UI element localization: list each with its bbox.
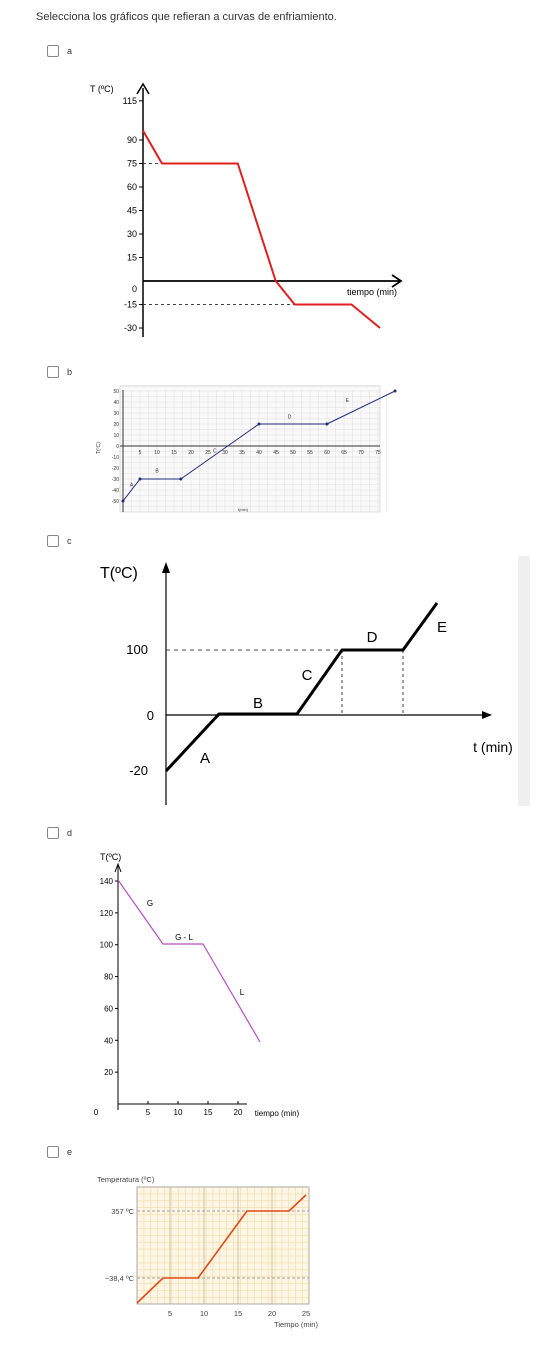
d-ytick-label: 60 [104,1004,113,1014]
b-point [122,500,125,503]
option-a-label: a [67,46,73,56]
a-ytick-label: 90 [126,135,137,145]
a-ytick-label: 45 [126,205,137,216]
e-ylabel: Temperatura (ºC) [97,1175,155,1184]
e-plot-bg [137,1187,309,1304]
b-ylabel: T(ºC) [96,442,102,454]
d-xtick-label: 15 [203,1108,213,1117]
d-ytick-label: 80 [104,972,113,982]
b-segment-label: B [155,468,159,475]
a-xlabel: tiempo (min) [346,287,398,297]
d-ylabel: T(ºC) [100,852,122,862]
b-xtick-label: 55 [307,450,313,456]
e-ytick-label: −38,4 ºC [104,1274,134,1283]
option-b[interactable] [47,366,72,378]
d-ytick-label: 100 [99,940,113,950]
b-ytick-label: 20 [113,422,119,428]
b-ytick-label: 30 [113,411,119,417]
option-c-label: c [67,536,72,546]
e-ytick-label: 357 ºC [111,1207,134,1216]
option-c-checkbox[interactable] [47,535,59,547]
a-ytick-label: 75 [126,158,137,169]
a-ytick-label: 115 [122,95,137,106]
c-segment-label: B [252,695,264,712]
c-segment-label: A [199,750,211,767]
d-segment-label: G [146,899,154,908]
b-segment-label: E [345,398,350,404]
b-ytick-label: -50 [111,499,119,505]
b-ytick-label: -20 [111,466,119,472]
c-segment-label: D [366,629,378,646]
b-segment-label: A [129,482,134,489]
c-y-arrow [162,562,170,573]
b-xtick-label: 30 [222,450,228,456]
c-segment-label: C [301,667,313,684]
option-b-checkbox[interactable] [47,366,59,378]
b-xtick-label: 65 [341,450,347,456]
d-segment-label: L [239,988,245,997]
c-side-strip [518,556,530,806]
a-ytick-label: -15 [123,299,137,310]
question-text: Selecciona los gráficos que refieran a curvas de enfriamiento. [36,11,337,23]
b-point [139,478,142,481]
b-xlabel: t(min) [237,507,249,512]
d-xtick-label: 0 [93,1108,99,1117]
b-ytick-label: 10 [113,433,119,439]
option-e-label: e [67,1147,73,1157]
c-x-arrow [482,711,492,719]
d-series-line [118,880,260,1042]
b-ytick-label: 0 [116,444,119,450]
d-ytick-label: 40 [104,1036,113,1046]
a-ytick-label: 15 [126,252,137,263]
a-ytick-label: 30 [126,229,137,239]
b-xtick-label: 40 [256,450,262,456]
option-d-label: d [67,828,73,838]
option-e[interactable] [47,1146,72,1158]
b-segment-label: C [212,448,217,455]
b-xtick-label: 60 [324,450,330,456]
c-series-line [166,603,437,771]
b-ytick-label: -40 [111,488,119,494]
e-xtick-label: 20 [267,1309,277,1318]
a-series-line [143,131,380,328]
d-xtick-label: 10 [173,1108,183,1117]
b-segment-label: D [287,414,292,421]
e-xlabel: Tiempo (min) [274,1320,318,1329]
c-ylabel: T(ºC) [100,565,138,582]
b-xtick-label: 10 [154,450,160,456]
e-xtick-label: 5 [167,1309,173,1318]
b-xtick-label: 35 [239,450,245,456]
option-d-checkbox[interactable] [47,827,59,839]
b-xtick-label: 75 [375,450,381,456]
b-plot-bg [120,386,380,512]
e-xtick-label: 10 [199,1309,209,1318]
b-point [394,390,397,393]
option-d[interactable] [47,827,72,839]
a-ylabel: T (ºC) [90,84,114,94]
b-ytick-label: 40 [113,400,119,406]
b-ytick-label: -10 [111,455,119,461]
b-ytick-label: -30 [111,477,119,483]
b-point [179,478,182,481]
b-xtick-label: 70 [358,450,364,456]
d-xtick-label: 5 [145,1108,151,1117]
e-xtick-label: 25 [301,1309,311,1318]
b-xtick-label: 20 [188,450,194,456]
b-xtick-label: 25 [205,450,211,456]
c-ytick-label: 0 [146,708,154,723]
d-ytick-label: 120 [99,908,113,918]
d-ytick-label: 20 [104,1068,113,1078]
option-b-label: b [67,367,73,377]
c-ytick-label: -20 [129,763,148,778]
d-xtick-label: 20 [233,1108,243,1117]
b-xtick-label: 50 [290,450,296,456]
b-xtick-label: 15 [171,450,177,456]
c-segment-label: E [436,619,448,636]
b-point [326,423,329,426]
d-xlabel: tiempo (min) [254,1109,300,1118]
d-ytick-label: 140 [99,877,113,886]
b-point [258,423,261,426]
d-segment-label: G - L [175,933,193,942]
e-xtick-label: 15 [233,1309,243,1318]
c-xlabel: t (min) [473,739,513,755]
a-ytick-label: -30 [123,323,137,333]
a-ytick-label: 0 [131,284,137,294]
option-e-checkbox[interactable] [47,1146,59,1158]
a-ytick-label: 60 [126,182,137,192]
b-xtick-label: 45 [273,450,279,456]
c-ytick-label: 100 [126,642,148,657]
option-c[interactable] [47,535,72,547]
b-ytick-label: 50 [113,389,119,395]
b-xtick-label: 5 [138,450,142,456]
